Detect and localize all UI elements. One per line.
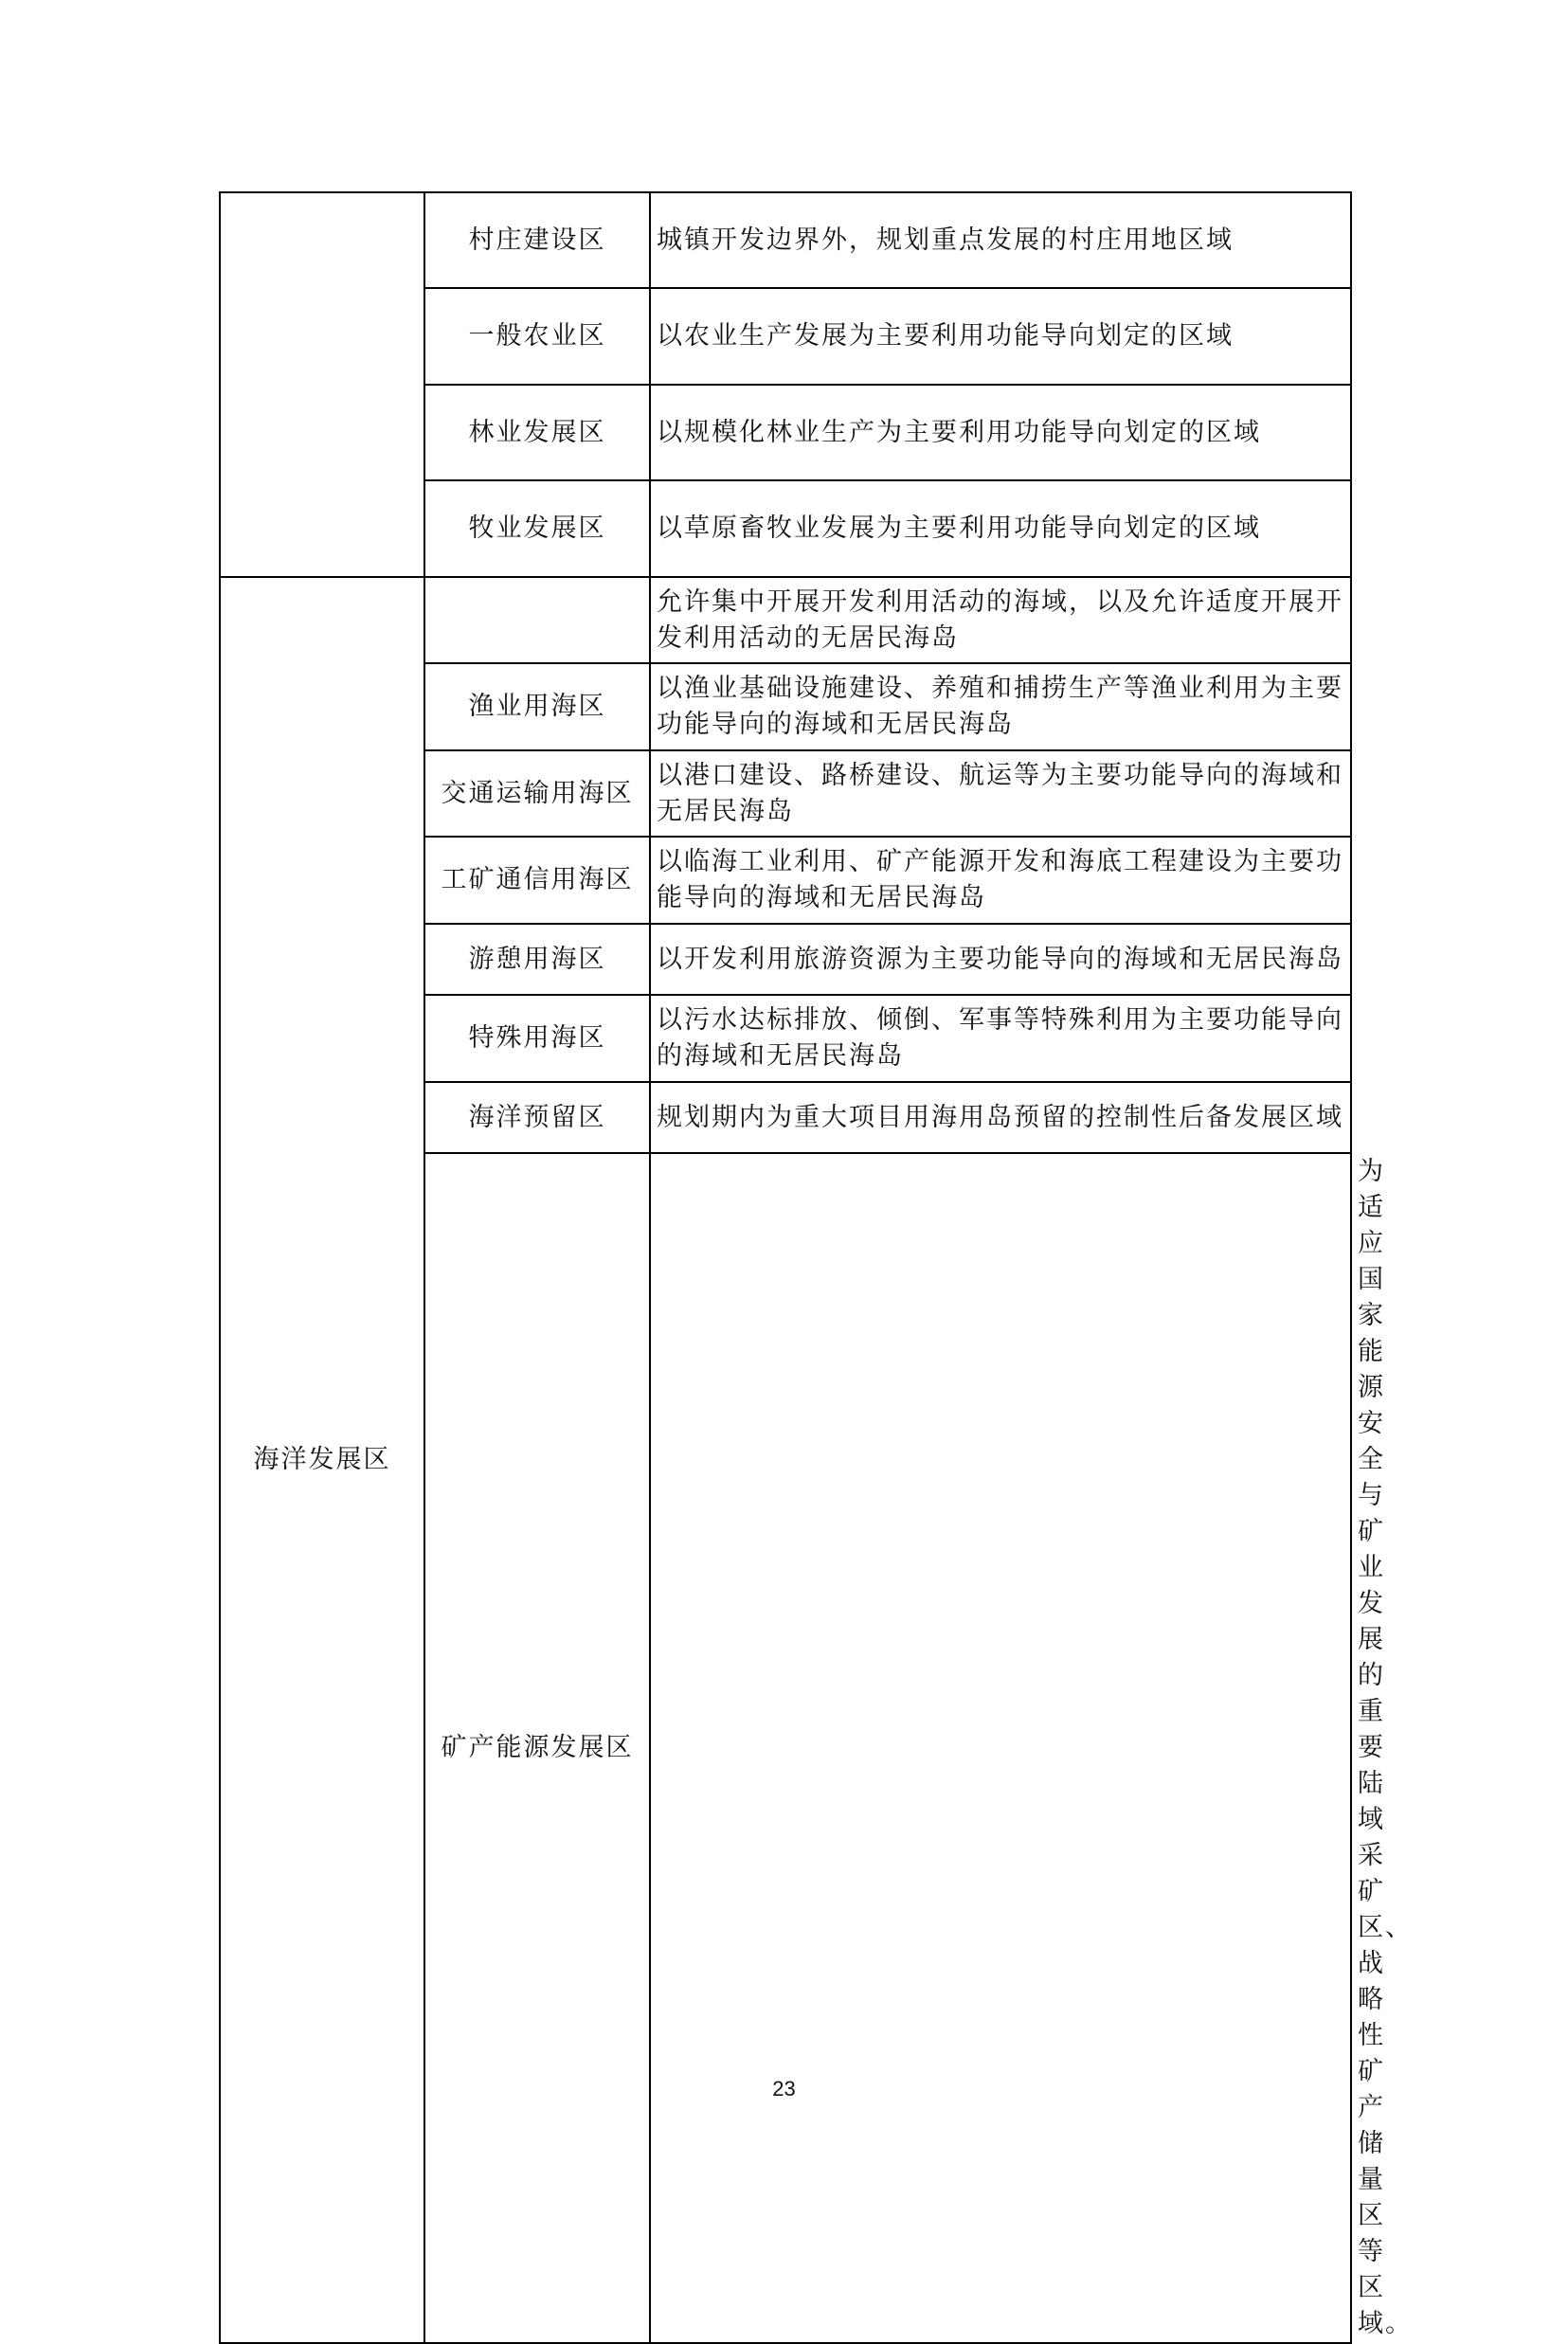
description-cell: 城镇开发边界外，规划重点发展的村庄用地区域 [650, 192, 1351, 288]
subzone-cell: 村庄建设区 [424, 192, 650, 288]
subzone-cell: 牧业发展区 [424, 480, 650, 577]
subzone-cell: 林业发展区 [424, 385, 650, 480]
subzone-cell: 一般农业区 [424, 288, 650, 385]
description-cell: 以渔业基础设施建设、养殖和捕捞生产等渔业利用为主要功能导向的海域和无居民海岛 [650, 663, 1351, 750]
table-row [220, 577, 1351, 663]
description-cell: 以临海工业利用、矿产能源开发和海底工程建设为主要功能导向的海域和无居民海岛 [650, 837, 1351, 924]
subzone-cell: 特殊用海区 [424, 995, 650, 1082]
category-cell [220, 192, 424, 577]
subzone-cell [424, 577, 650, 663]
description-cell: 以草原畜牧业发展为主要利用功能导向划定的区域 [650, 480, 1351, 577]
subzone-cell: 渔业用海区 [424, 663, 650, 750]
table-row [220, 192, 1351, 288]
table-row: 矿产能源发展区 为适应国家能源安全与矿业发展的重要陆域采矿区、战略性矿产储量区等区域。 [220, 1153, 1351, 2343]
category-cell: 矿产能源发展区 [424, 1153, 650, 2343]
subzone-cell: 工矿通信用海区 [424, 837, 650, 924]
subzone-cell: 游憩用海区 [424, 924, 650, 995]
description-cell: 以开发利用旅游资源为主要功能导向的海域和无居民海岛 [650, 924, 1351, 995]
category-cell: 海洋发展区 [220, 577, 424, 2343]
subzone-cell: 交通运输用海区 [424, 750, 650, 837]
zone-classification-table [219, 191, 1413, 2344]
description-cell: 以农业生产发展为主要利用功能导向划定的区域 [650, 288, 1351, 385]
description-cell: 以港口建设、路桥建设、航运等为主要功能导向的海域和无居民海岛 [650, 750, 1351, 837]
subzone-cell [650, 1153, 1351, 2343]
description-cell: 允许集中开展开发利用活动的海域，以及允许适度开展开发利用活动的无居民海岛 [650, 577, 1351, 663]
description-cell: 以规模化林业生产为主要利用功能导向划定的区域 [650, 385, 1351, 480]
subzone-cell: 海洋预留区 [424, 1082, 650, 1153]
description-cell: 以污水达标排放、倾倒、军事等特殊利用为主要功能导向的海域和无居民海岛 [650, 995, 1351, 1082]
description-cell: 规划期内为重大项目用海用岛预留的控制性后备发展区域 [650, 1082, 1351, 1153]
page-number: 23 [772, 2077, 796, 2101]
